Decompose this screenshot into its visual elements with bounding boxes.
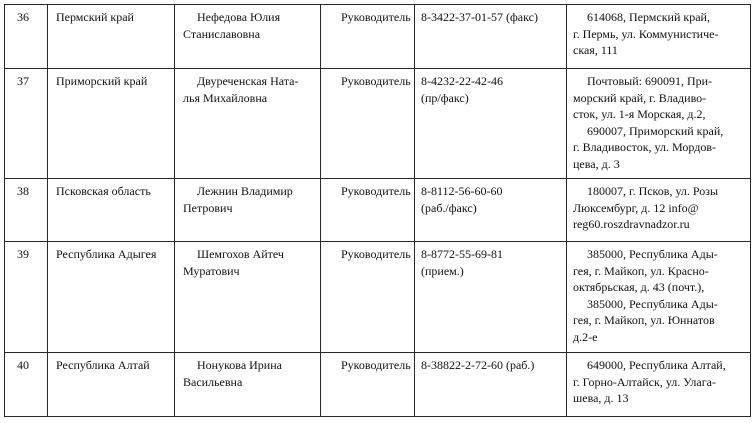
region-name: Республика Адыгея (56, 247, 157, 261)
region-name: Республика Алтай (56, 358, 150, 372)
region-cell (48, 69, 175, 179)
address-line: 614068, Пермский край, (587, 10, 710, 24)
person-name-line: Станиславовна (183, 26, 261, 41)
phone-cell (415, 5, 567, 69)
address-line: 385000, Республика Ады- (587, 247, 718, 261)
row-number: 40 (17, 358, 29, 372)
role-title: Руководитель (341, 74, 411, 88)
person-cell (175, 179, 321, 242)
address-cell (567, 5, 751, 69)
region-name: Псковская область (56, 184, 151, 198)
address-line: цева, д. 3 (573, 156, 620, 171)
table-body (5, 5, 751, 417)
person-name-line: Нонукова Ирина (197, 358, 282, 372)
role-cell (321, 69, 415, 179)
address-line: reg60.roszdravnadzor.ru (573, 217, 690, 231)
table-row (5, 353, 751, 417)
person-name-line: Двуреченская Ната- (197, 74, 299, 88)
address-line: г. Пермь, ул. Коммунистиче- (573, 26, 719, 41)
address-line: 385000, Республика Ады- (587, 296, 718, 311)
table-row (5, 69, 751, 179)
row-number-cell (5, 179, 48, 242)
address-cell (567, 69, 751, 179)
role-title: Руководитель (341, 10, 411, 24)
role-title: Руководитель (341, 358, 411, 372)
role-title: Руководитель (341, 184, 411, 198)
phone-line: (пр/факс) (421, 90, 469, 105)
address-line: г. Горно-Алтайск, ул. Улага- (573, 374, 716, 389)
address-line: ская, 111 (573, 43, 618, 57)
role-cell (321, 353, 415, 417)
row-number: 39 (17, 247, 29, 261)
row-number-cell (5, 69, 48, 179)
address-line: шева, д. 13 (573, 391, 629, 405)
row-number-cell (5, 353, 48, 417)
address-line: г. Владивосток, ул. Мордов- (573, 140, 716, 154)
phone-line: (прием.) (421, 263, 464, 278)
person-name-line: Васильевна (183, 374, 243, 389)
row-number-cell (5, 242, 48, 353)
address-line: 690007, Приморский край, (587, 123, 724, 138)
person-name-line: Петрович (183, 200, 233, 215)
address-line: 180007, г. Псков, ул. Розы (587, 184, 719, 198)
role-cell (321, 5, 415, 69)
row-number: 38 (17, 184, 29, 198)
region-cell (48, 242, 175, 353)
role-cell (321, 242, 415, 353)
phone-line: 8-8772-55-69-81 (421, 247, 503, 261)
address-line: октябрьская, д. 43 (почт.), (573, 280, 705, 294)
address-cell (567, 242, 751, 353)
address-line: Почтовый: 690091, При- (587, 74, 713, 88)
person-cell (175, 69, 321, 179)
contacts-table (4, 4, 751, 417)
address-line: д.2-е (573, 329, 598, 344)
role-title: Руководитель (341, 247, 411, 261)
phone-line: (раб./факс) (421, 200, 477, 215)
person-name-line: Шемгохов Айтеч (197, 247, 284, 261)
table-row (5, 5, 751, 69)
table-row (5, 242, 751, 353)
region-name: Пермский край (56, 10, 134, 24)
region-name: Приморский край (56, 74, 148, 88)
address-line: гея, г. Майкоп, ул. Юннатов (573, 313, 715, 327)
phone-line: 8-8112-56-60-60 (421, 184, 503, 198)
address-line: сток, ул. 1-я Морская, д.2, (573, 107, 706, 121)
address-line: 649000, Республика Алтай, (587, 358, 726, 372)
person-name-line: лья Михайловна (183, 90, 268, 105)
address-cell (567, 179, 751, 242)
phone-cell (415, 69, 567, 179)
region-cell (48, 179, 175, 242)
person-name-line: Нефедова Юлия (197, 10, 281, 24)
address-line: Люксембург, д. 12 info@ (573, 200, 699, 215)
person-cell (175, 5, 321, 69)
region-cell (48, 353, 175, 417)
region-cell (48, 5, 175, 69)
address-cell (567, 353, 751, 417)
table-row (5, 179, 751, 242)
person-name-line: Лежнин Владимир (197, 184, 293, 198)
phone-line: 8-38822-2-72-60 (раб.) (421, 358, 535, 372)
phone-line: 8-4232-22-42-46 (421, 74, 503, 88)
address-line: морский край, г. Владиво- (573, 90, 707, 105)
person-cell (175, 353, 321, 417)
row-number: 36 (17, 10, 29, 24)
phone-cell (415, 179, 567, 242)
address-line: гея, г. Майкоп, ул. Красно- (573, 263, 709, 278)
row-number: 37 (17, 74, 29, 88)
row-number-cell (5, 5, 48, 69)
person-name-line: Муратович (183, 263, 240, 278)
person-cell (175, 242, 321, 353)
phone-line: 8-3422-37-01-57 (факс) (421, 10, 538, 24)
phone-cell (415, 242, 567, 353)
phone-cell (415, 353, 567, 417)
role-cell (321, 179, 415, 242)
